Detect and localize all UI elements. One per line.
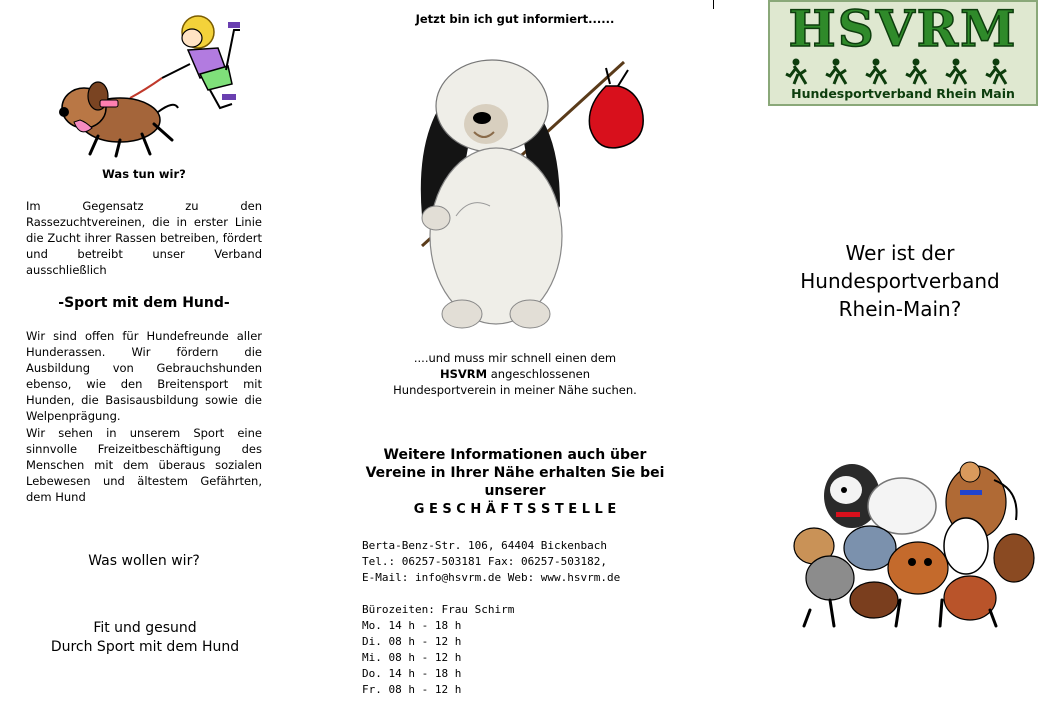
middle-panel	[340, 0, 690, 720]
caption-bottom-post: angeschlossenen Hundesportverein in meiner Nähe suchen.	[393, 367, 637, 397]
dog-white-fluffy	[868, 478, 936, 534]
office-heading: G E S C H Ä F T S S T E L L E	[413, 502, 617, 517]
hours-monday: Mo. 14 h - 18 h	[362, 619, 462, 632]
dog-walking-illustration	[50, 8, 240, 158]
logo-subtitle: Hundesportverband Rhein Main	[791, 86, 1015, 101]
intro-paragraph: Im Gegensatz zu den Rassezuchtvereinen, die in erster Linie die Zucht ihrer Rassen betreiben, fördert und betreibt unser Verband ausschließlich	[26, 199, 262, 277]
hours-tuesday: Di. 08 h - 12 h	[362, 635, 462, 648]
heading-what-we-do: Was tun wir?	[102, 167, 186, 181]
goal-line-1: Fit und gesund	[93, 620, 197, 636]
body-paragraph-2: Wir sehen in unserem Sport eine sinnvolle Freizeitbeschäftigung des Menschen mit dem überaus sozialen Lebewesen und ältestem Gefährten, dem Hund	[26, 426, 262, 504]
caption-bottom	[390, 350, 640, 398]
logo-text: HSVRM	[788, 0, 1018, 58]
caption-bottom-pre: ....und muss mir schnell einen dem	[413, 351, 617, 365]
hours-thursday: Do. 14 h - 18 h	[362, 667, 462, 680]
dog-white-spotted	[944, 518, 988, 574]
title-line-2: Hundesportverband	[800, 269, 1000, 293]
sheepdog-illustration	[410, 46, 650, 341]
title-line-1: Wer ist der	[845, 241, 955, 265]
dog-grey	[806, 556, 854, 600]
goal-line-2: Durch Sport mit dem Hund	[50, 639, 240, 655]
dog-paw-right	[510, 300, 550, 328]
hours-friday: Fr. 08 h - 12 h	[362, 683, 462, 696]
motto: -Sport mit dem Hund-	[58, 295, 230, 311]
dog-nose	[59, 107, 69, 117]
dog-brown-right	[994, 534, 1034, 582]
phone-line: Tel.: 06257-503181 Fax: 06257-503182,	[362, 555, 608, 568]
hours-wednesday: Mi. 08 h - 12 h	[362, 651, 462, 664]
caption-bottom-bold: HSVRM	[439, 367, 488, 381]
dog-orange-center	[888, 542, 948, 594]
right-panel	[750, 0, 1040, 720]
title-line-3: Rhein-Main?	[838, 297, 962, 321]
dog-body	[430, 148, 562, 324]
leash	[130, 78, 162, 98]
hsvrm-logo	[768, 0, 1038, 106]
dog-nose	[473, 112, 491, 124]
heading-what-we-want: Was wollen wir?	[88, 553, 200, 569]
dog-group-illustration	[790, 450, 1035, 630]
left-panel	[0, 0, 290, 720]
red-bundle	[589, 86, 643, 148]
dog-red-bottom	[944, 576, 996, 620]
running-people-icons	[778, 58, 1028, 86]
dog-collar	[100, 100, 118, 107]
dog-paw-left	[442, 300, 482, 328]
body-paragraph-1: Wir sind offen für Hundefreunde aller Hunderassen. Wir fördern die Ausbildung von Gebrauchshunden ebenso, wie den Breitensport mit Hunden, die Basisausbildung sowie die Welpenprägung.	[26, 329, 262, 423]
office-hours-title: Bürozeiten: Frau Schirm	[362, 603, 515, 616]
address-line: Berta-Benz-Str. 106, 64404 Bickenbach	[362, 539, 608, 552]
dog-face	[464, 104, 508, 144]
person-face	[182, 29, 202, 47]
page-fold-mark	[713, 0, 714, 9]
caption-top: Jetzt bin ich gut informiert......	[415, 12, 615, 26]
info-heading: Weitere Informationen auch über Vereine in Ihrer Nähe erhalten Sie bei unserer	[365, 447, 665, 499]
email-web-line: E-Mail: info@hsvrm.de Web: www.hsvrm.de	[362, 571, 621, 584]
dog-brown-bottom	[850, 582, 898, 618]
